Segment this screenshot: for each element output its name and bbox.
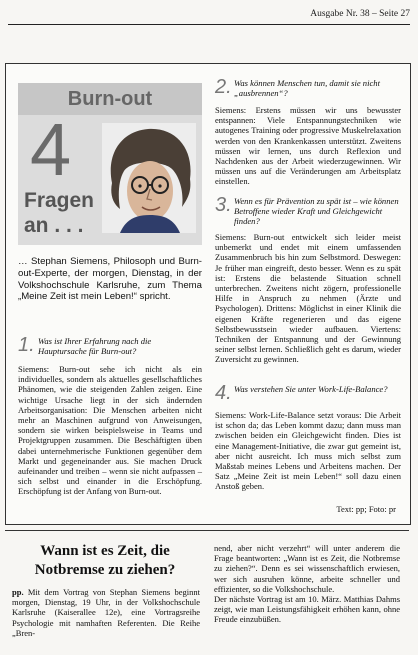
question-2: Was können Menschen tun, damit sie nicht „ausbrennen“? (234, 78, 380, 99)
hero-graphic (18, 83, 202, 245)
question-2-number: 2. (215, 76, 232, 98)
header-rule (8, 24, 410, 25)
answer-1: Siemens: Burn-out sehe ich nicht als ein individuelles, sondern als aktuelles gesellschaftliches Phänomen, wie die steigenden Zahlen zeigen. Eine wichtige Ursache liegt in der sich ändernden Arbeitsorganisation: Die Menschen arbeiten nicht mehr an Maschinen aufgrund von Anweisungen, sondern sie wirken beispielsweise in Teams und Projektgruppen zusammen. Die Beschäftigten üben dabei unternehmerische Funktionen gegenüber dem Markt und gegeneinander aus. Sie machen Druck aufeinander und treiben – wenn sie nicht aufpassen – sich selbst und einander in die Erschöpfung. Erschöpfung ist der Anfang von Burn-out. (18, 364, 202, 497)
hero-subtitle-line1: Fragen (24, 189, 95, 212)
article-headline-line1: Wann ist es Zeit, die (40, 543, 170, 559)
hero-subtitle-line2: an . . . (24, 214, 84, 237)
question-4-number: 4. (215, 382, 232, 404)
question-1-number: 1. (18, 334, 35, 356)
interview-box (5, 63, 411, 525)
article-body-right (214, 543, 400, 625)
answer-2: Siemens: Erstens müssen wir uns bewusster entspannen: Viele Entspannungstechniken wie autogenes Training oder progressive Muskelrelaxation werden von den Krankenkassen unterstützt. Zweitens müssen wir lernen, uns durch Reflexion und Nachdenken aus der Arbeit wiederzugewinnen. Wir müssen uns auf die Veränderungen am Arbeitsplatz einstellen. (215, 105, 401, 187)
intro-text: … Stephan Siemens, Philosoph und Burn-out-Experte, der morgen, Dienstag, in der Volkshochschule Karlsruhe, zum Thema „Meine Zeit ist mein Leben!“ spricht. (18, 256, 202, 303)
answer-3: Siemens: Burn-out entwickelt sich leider meist unbemerkt und endet mit einem umfassenden Zusammenbruch bis hin zum Selbstmord. Deswegen: Je früher man eingreift, desto besser. Wenn es zu spät ist: Erstens die belastende Situation schnell unterbrechen. Zweitens nicht zögern, professionelle Hilfe in Anspruch zu nehmen (Ärzte und Psychologen). Drittens: Möglichst in einer Klinik die eigenen Kräfte regenerieren und das eigene Selbstbewusstsein wieder aufbauen. Viertens: Techniken der Entspannung und der Gewinnung seiner selbst lernen. Schließlich geht es darum, wieder Zuversicht zu gewinnen. (215, 232, 401, 365)
article-body-left (12, 587, 200, 638)
issue-page-number: Ausgabe Nr. 38 – Seite 27 (310, 9, 410, 19)
question-3-number: 3. (215, 194, 232, 216)
article-headline-line2: Notbremse zu ziehen? (34, 562, 176, 578)
photo-text-credit: Text: pp; Foto: pr (336, 504, 396, 514)
article-box (5, 530, 409, 651)
question-3: Wenn es für Prävention zu spät ist – wie können Betroffene wieder Kraft und Gleichgewicht finden? (234, 196, 399, 227)
article-right-paragraph-2: Der nächste Vortrag ist am 10. März. Matthias Dahms zeigt, wie man Leistungsfähigkeit erhöhen kann, ohne Freude einzubüßen. (214, 594, 400, 625)
article-right-paragraph-1: nend, aber nicht verzehrt“ will unter anderem die Frage beantworten: „Wann ist es Zeit, die Notbremse zu ziehen?“. Denn es sei wissenschaftlich erwiesen, wer sich ausruhen könne, arbeite schneller und effizienter, so die Volkshochschule. (214, 543, 400, 594)
answer-4: Siemens: Work-Life-Balance setzt voraus: Die Arbeit ist schon da; das Leben kommt dazu; dann muss man zwischen beiden ein Gleichgewicht finden. Dies ist eine Management-Initiative, die zwar gut gemeint ist, aber nicht ausreicht. Ich muss mich selbst zum Maßstab meines Lebens und Arbeitens machen. Der Satz „Meine Zeit ist mein Leben!“ soll dazu einen Anstoß geben. (215, 410, 401, 492)
question-4: Was verstehen Sie unter Work-Life-Balance? (234, 384, 388, 394)
portrait-photo (102, 123, 196, 233)
article-left-text: Mit dem Vortrag von Stephan Siemens beginnt morgen, Dienstag, 19 Uhr, in der Volkshochschule Karlsruhe (Kaiserallee 12e), eine Vortragsreihe Psychologie mit namhaften Referenten. Die Reihe „Bren- (12, 587, 200, 638)
portrait-illustration (102, 123, 196, 233)
hero-big-number: 4 (30, 108, 72, 191)
question-1: Was ist Ihrer Erfahrung nach die Hauptursache für Burn-out? (38, 336, 152, 357)
hero-title: Burn-out (67, 88, 153, 110)
article-lead: pp. (12, 587, 24, 597)
